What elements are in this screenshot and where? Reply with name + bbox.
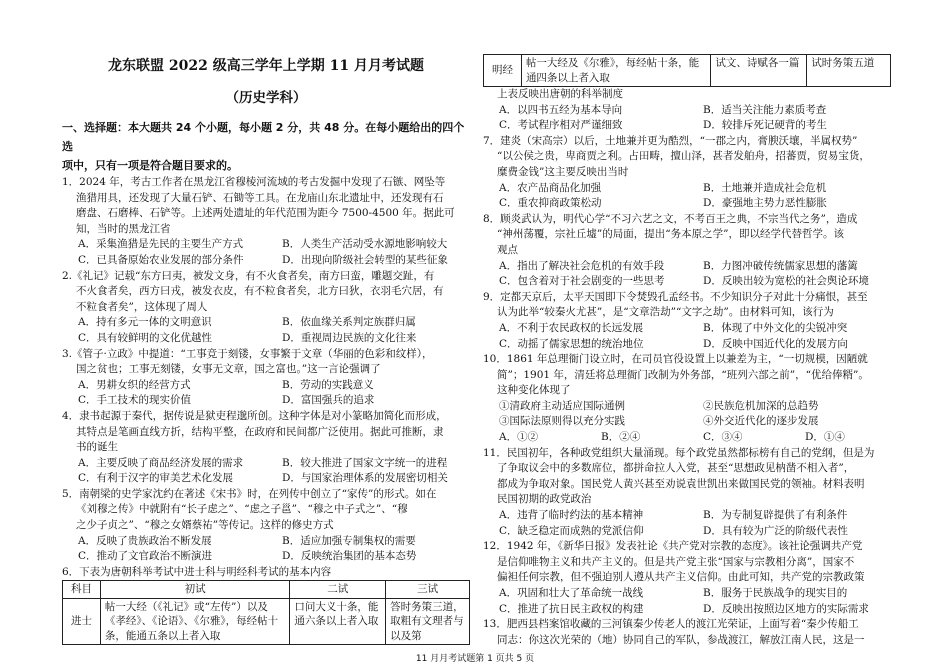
question-line: 知，当时的黑龙江省	[76, 222, 171, 235]
question-12	[483, 539, 891, 617]
option[interactable]: B．体现了中外文化的尖锐冲突	[703, 321, 848, 334]
question-line: 《刘穆之传》中就附有“长子虑之”、“虑之子邕”、“穆之中子式之”、“穆	[76, 503, 408, 516]
option[interactable]: C．③④	[703, 431, 743, 444]
question-line: 8．顾炎武认为，明代心学“不习六艺之文，不考百王之典，不宗当代之务”，造成	[483, 212, 858, 225]
question	[62, 347, 470, 409]
table-cell: 进士	[63, 598, 101, 645]
question-line: 了争取议会中的多数席位，都拼命拉人入党，甚至“思想政见枘凿不相入者”，	[497, 462, 855, 475]
question-6-stem: 上表反映出唐朝的科举制度	[497, 88, 623, 100]
question-line: 简”；1901 年，清廷将总理衙门改制为外务部，“班列六部之前”，“优给俸糈”。	[497, 368, 869, 381]
question-6	[62, 565, 470, 646]
option[interactable]: B．劳动的实践意义	[282, 378, 374, 391]
option[interactable]: A．男耕女织的经营方式	[78, 378, 191, 391]
statement: ④外交近代化的逐步发展	[703, 415, 819, 428]
question	[62, 487, 470, 565]
statement: ③国际法原则得以充分实践	[499, 415, 625, 428]
subject-title: （历史学科）	[225, 90, 307, 106]
option[interactable]: B．依血缘关系判定族群归属	[282, 316, 416, 329]
option[interactable]: C．已具备原始农业发展的部分条件	[78, 253, 244, 266]
question-text: 6．下表为唐朝科举考试中进士科与明经科考试的基本内容	[62, 565, 332, 578]
question-line: 9．定都天京后，太平天国即下令焚毁孔孟经书。不少知识分子对此十分痛恨，甚至	[483, 290, 868, 303]
question-line: 观点	[497, 243, 518, 256]
option[interactable]: D．与国家治理体系的发展密切相关	[282, 472, 448, 485]
option[interactable]: A．①②	[499, 431, 539, 444]
question	[62, 269, 470, 347]
option[interactable]: D．较排斥死记硬背的考生	[703, 119, 827, 132]
option[interactable]: B．为专制复辟提供了有利条件	[703, 509, 848, 522]
question	[62, 175, 470, 269]
question-11	[483, 446, 891, 540]
question-line: 糜费金钱”这主要反映出当时	[497, 165, 629, 178]
table-cell: 试文、诗赋各一篇	[711, 55, 807, 87]
option[interactable]: C．有利于汉字的审美艺术化发展	[78, 472, 234, 485]
option[interactable]: D．反映中国近代化的发展方向	[703, 337, 848, 350]
option[interactable]: C．推进了抗日民主政权的构建	[499, 602, 644, 615]
option[interactable]: D．富国强兵的追求	[282, 394, 375, 407]
option[interactable]: C．包含着对于社会剧变的一些思考	[499, 275, 665, 288]
question-line: 11．民国初年，各种政党组织大量涌现。每个政党虽然都标榜有自己的党纲，但是为	[483, 446, 875, 459]
question-6-options-row1	[483, 103, 891, 119]
question-line: 都成为争取对象。国民党人黄兴甚至劝说袁世凯出来做国民党的领袖。材料表明	[497, 477, 865, 490]
question-line: 不粒食者矣”，这体现了周人	[76, 300, 208, 313]
question-line: 民国初期的政党政治	[497, 493, 592, 506]
question-line: 偏袒任何宗教，但不强迫别人遵从共产主义信仰。由此可知，共产党的宗教政策	[497, 571, 865, 584]
option[interactable]: A．违背了临时约法的基本精神	[499, 509, 644, 522]
option[interactable]: B．人类生产活动受水源地影响较大	[282, 238, 448, 251]
table-cell: 答时务策三道，取粗有文理者与以及第	[386, 598, 470, 645]
option[interactable]: C．推动了文官政治不断演进	[78, 550, 213, 563]
option[interactable]: C．动摇了儒家思想的统治地位	[499, 337, 644, 350]
table-cell: 明经	[484, 55, 522, 87]
table-cell: 帖一大经（《礼记》或“左传”）以及《孝经》、《论语》、《尔雅》，每经帖十条，能通五条以上者入取	[100, 598, 289, 645]
left-questions	[62, 175, 470, 565]
option[interactable]: D．具有较为广泛的阶级代表性	[703, 524, 848, 537]
question-line: 同志：你这次光荣的（地）协同自己的军队，参战渡江，解放江南人民，这是一	[497, 633, 865, 646]
left-column	[62, 118, 470, 645]
option[interactable]: A．主要反映了商品经济发展的需求	[78, 456, 244, 469]
section-heading: 一、选择题：本大题共 24 个小题，每小题 2 分，共 48 分。在每小题给出的四个选 项中，只有一项是符合题目要求的。	[62, 121, 465, 172]
table-header: 科目	[63, 581, 101, 599]
option[interactable]: D．豪强地主势力恶性膨胀	[703, 197, 827, 210]
option[interactable]: B．服务于民族战争的现实目的	[703, 587, 848, 599]
question-line: 5．南朝梁的史学家沈约在著述《宋书》时，在列传中创立了“家传”的形式。如在	[62, 487, 437, 500]
table-header: 二试	[290, 581, 386, 599]
page-title: 龙东联盟 2022 级高三学年上学期 11 月月考试题	[108, 58, 424, 74]
option[interactable]: D．反映出按照边区地方的实际需求	[703, 602, 869, 615]
option[interactable]: D．反映统治集团的基本态势	[282, 550, 417, 563]
question	[483, 290, 891, 352]
option[interactable]: D．重视周边民族的文化往来	[282, 331, 417, 344]
page-footer: 11 月月考试题第 1 页共 5 页	[415, 654, 535, 664]
statement: ①清政府主动适应国际通例	[499, 399, 625, 412]
table-header: 初试	[100, 581, 289, 599]
option[interactable]: A．指出了解决社会危机的有效手段	[499, 259, 665, 272]
option[interactable]: D．出现向阶级社会转型的某些征象	[282, 253, 448, 266]
option[interactable]: B．较大推进了国家文字统一的进程	[282, 456, 448, 469]
question-6-options-row2	[483, 118, 891, 134]
option[interactable]: D．反映出较为宽松的社会舆论环境	[703, 275, 869, 288]
question-line: 7．建炎（宋高宗）以后，土地兼并更为酷烈，“一郡之内，膏腴沃壤，半属权势”	[483, 134, 858, 147]
question-13	[483, 617, 891, 648]
option[interactable]: B．适应加强专制集权的需要	[282, 534, 416, 547]
question-line: 认为此举“较秦火尤甚”，是“文章浩劫”“文字之劫”。由材料可知，该行为	[497, 306, 834, 319]
question-line: 12．1942 年，《新华日报》发表社论《共产党对宗教的态度》。该社论强调共产党	[483, 540, 863, 553]
question-line: 4．隶书起源于秦代，据传说是狱吏程邈所创。这种字体是对小篆略加简化而形成，	[62, 409, 447, 422]
option[interactable]: B．土地兼并造成社会危机	[703, 181, 827, 194]
question	[483, 212, 891, 290]
option[interactable]: C．缺乏稳定而成熟的党派信仰	[499, 524, 644, 537]
exam-table-continued	[483, 54, 891, 87]
option[interactable]: C．具有较鲜明的文化优越性	[78, 331, 213, 344]
question-line: 渔猎用具，还发现了大量石铲、石锄等工具。在龙庙山东北遗址中，还发现有石	[76, 191, 444, 204]
question-line: 1．2024 年，考古工作者在黑龙江省穆棱河流域的考古发掘中发现了石镞、网坠等	[62, 176, 446, 188]
option[interactable]: A．不利于农民政权的长远发展	[499, 321, 644, 334]
option[interactable]: A．以四书五经为基本导向	[499, 103, 623, 116]
question	[62, 409, 470, 487]
option[interactable]: A．持有多元一体的文明意识	[78, 316, 212, 329]
question-line: 之少子贞之”、“穆之女婿蔡祐”等传记。这样的修史方式	[76, 519, 334, 532]
table-row	[484, 55, 891, 87]
option[interactable]: B．力图冲破传统儒家思想的藩篱	[703, 259, 858, 272]
table-cell: 帖一大经及《尔雅》，每经帖十条，能通四条以上者入取	[521, 55, 710, 87]
question-line: 10．1861 年总理衙门设立时，在司员官役设置上以兼差为主，“一切规模，因陋就	[483, 353, 868, 366]
option[interactable]: B．②④	[601, 431, 641, 444]
question-10	[483, 352, 891, 446]
option[interactable]: A．巩固和壮大了革命统一战线	[499, 587, 644, 599]
statement: ②民族危机加深的总趋势	[703, 399, 819, 412]
question-line: 磨盘、石磨棒、石铲等。上述两处遗址的年代范围为距今 7500-4500 年。据此可	[76, 207, 455, 220]
exam-table	[62, 580, 470, 645]
right-column	[483, 54, 891, 648]
table-cell: 口问大义十条，能通六条以上者入取	[290, 598, 386, 645]
option[interactable]: C．手工技术的现实价值	[78, 394, 192, 407]
table-header: 三试	[386, 581, 470, 599]
option[interactable]: B．适当关注能力素质考查	[703, 103, 827, 116]
right-questions	[483, 134, 891, 352]
question-line: 不火食者矣，西方曰戎，被发衣皮，有不粒食者矣，北方曰狄，衣羽毛穴居，有	[76, 285, 444, 298]
question-line: “神州荡覆，宗社丘墟”的局面，提出“务本原之学”，即以经学代替哲学。该	[497, 228, 844, 241]
question-line: 13．肥西县档案馆收藏的三河镇秦少传老人的渡江光荣证，上面写着“秦少传船工	[483, 618, 859, 631]
table-row	[63, 598, 470, 645]
option[interactable]: D．①④	[805, 431, 845, 444]
table-cell: 试时务策五道	[807, 55, 891, 87]
option[interactable]: A．反映了贵族政治不断发展	[78, 534, 212, 547]
option[interactable]: C．重农抑商政策松动	[499, 197, 602, 210]
question-line: “以公侯之贵，卑商贾之利。占田畴，擅山泽，甚者发舶舟，招蕃贾，贸易宝货，	[497, 150, 870, 163]
question-line: 2.《礼记》记载“东方曰夷，被发文身，有不火食者矣，南方曰蛮，雕题交趾，有	[62, 269, 435, 282]
question-line: 这种变化体现了	[497, 384, 571, 397]
question-line: 是信仰唯物主义和共产主义的。但是共产党主张“国家与宗教相分离”，国家不	[497, 555, 855, 568]
question	[483, 134, 891, 212]
option[interactable]: A．采集渔猎是先民的主要生产方式	[78, 238, 244, 251]
option[interactable]: A．农产品商品化加强	[499, 181, 602, 194]
question-line: 国之贫也；工事无刻镂，女事无文章，国之富也。”这一言论强调了	[76, 363, 381, 376]
question-line: 其特点是笔画直线方折，结构平整，在政府和民间都广泛使用。据此可推断，隶	[76, 425, 444, 438]
question-line: 书的诞生	[76, 441, 118, 454]
option[interactable]: C．考试程序相对严谨细致	[499, 119, 623, 132]
question-line: 3.《管子·立政》中提道：“工事竞于刻镂，女事繁于文章（华丽的色彩和纹样），	[62, 347, 433, 360]
